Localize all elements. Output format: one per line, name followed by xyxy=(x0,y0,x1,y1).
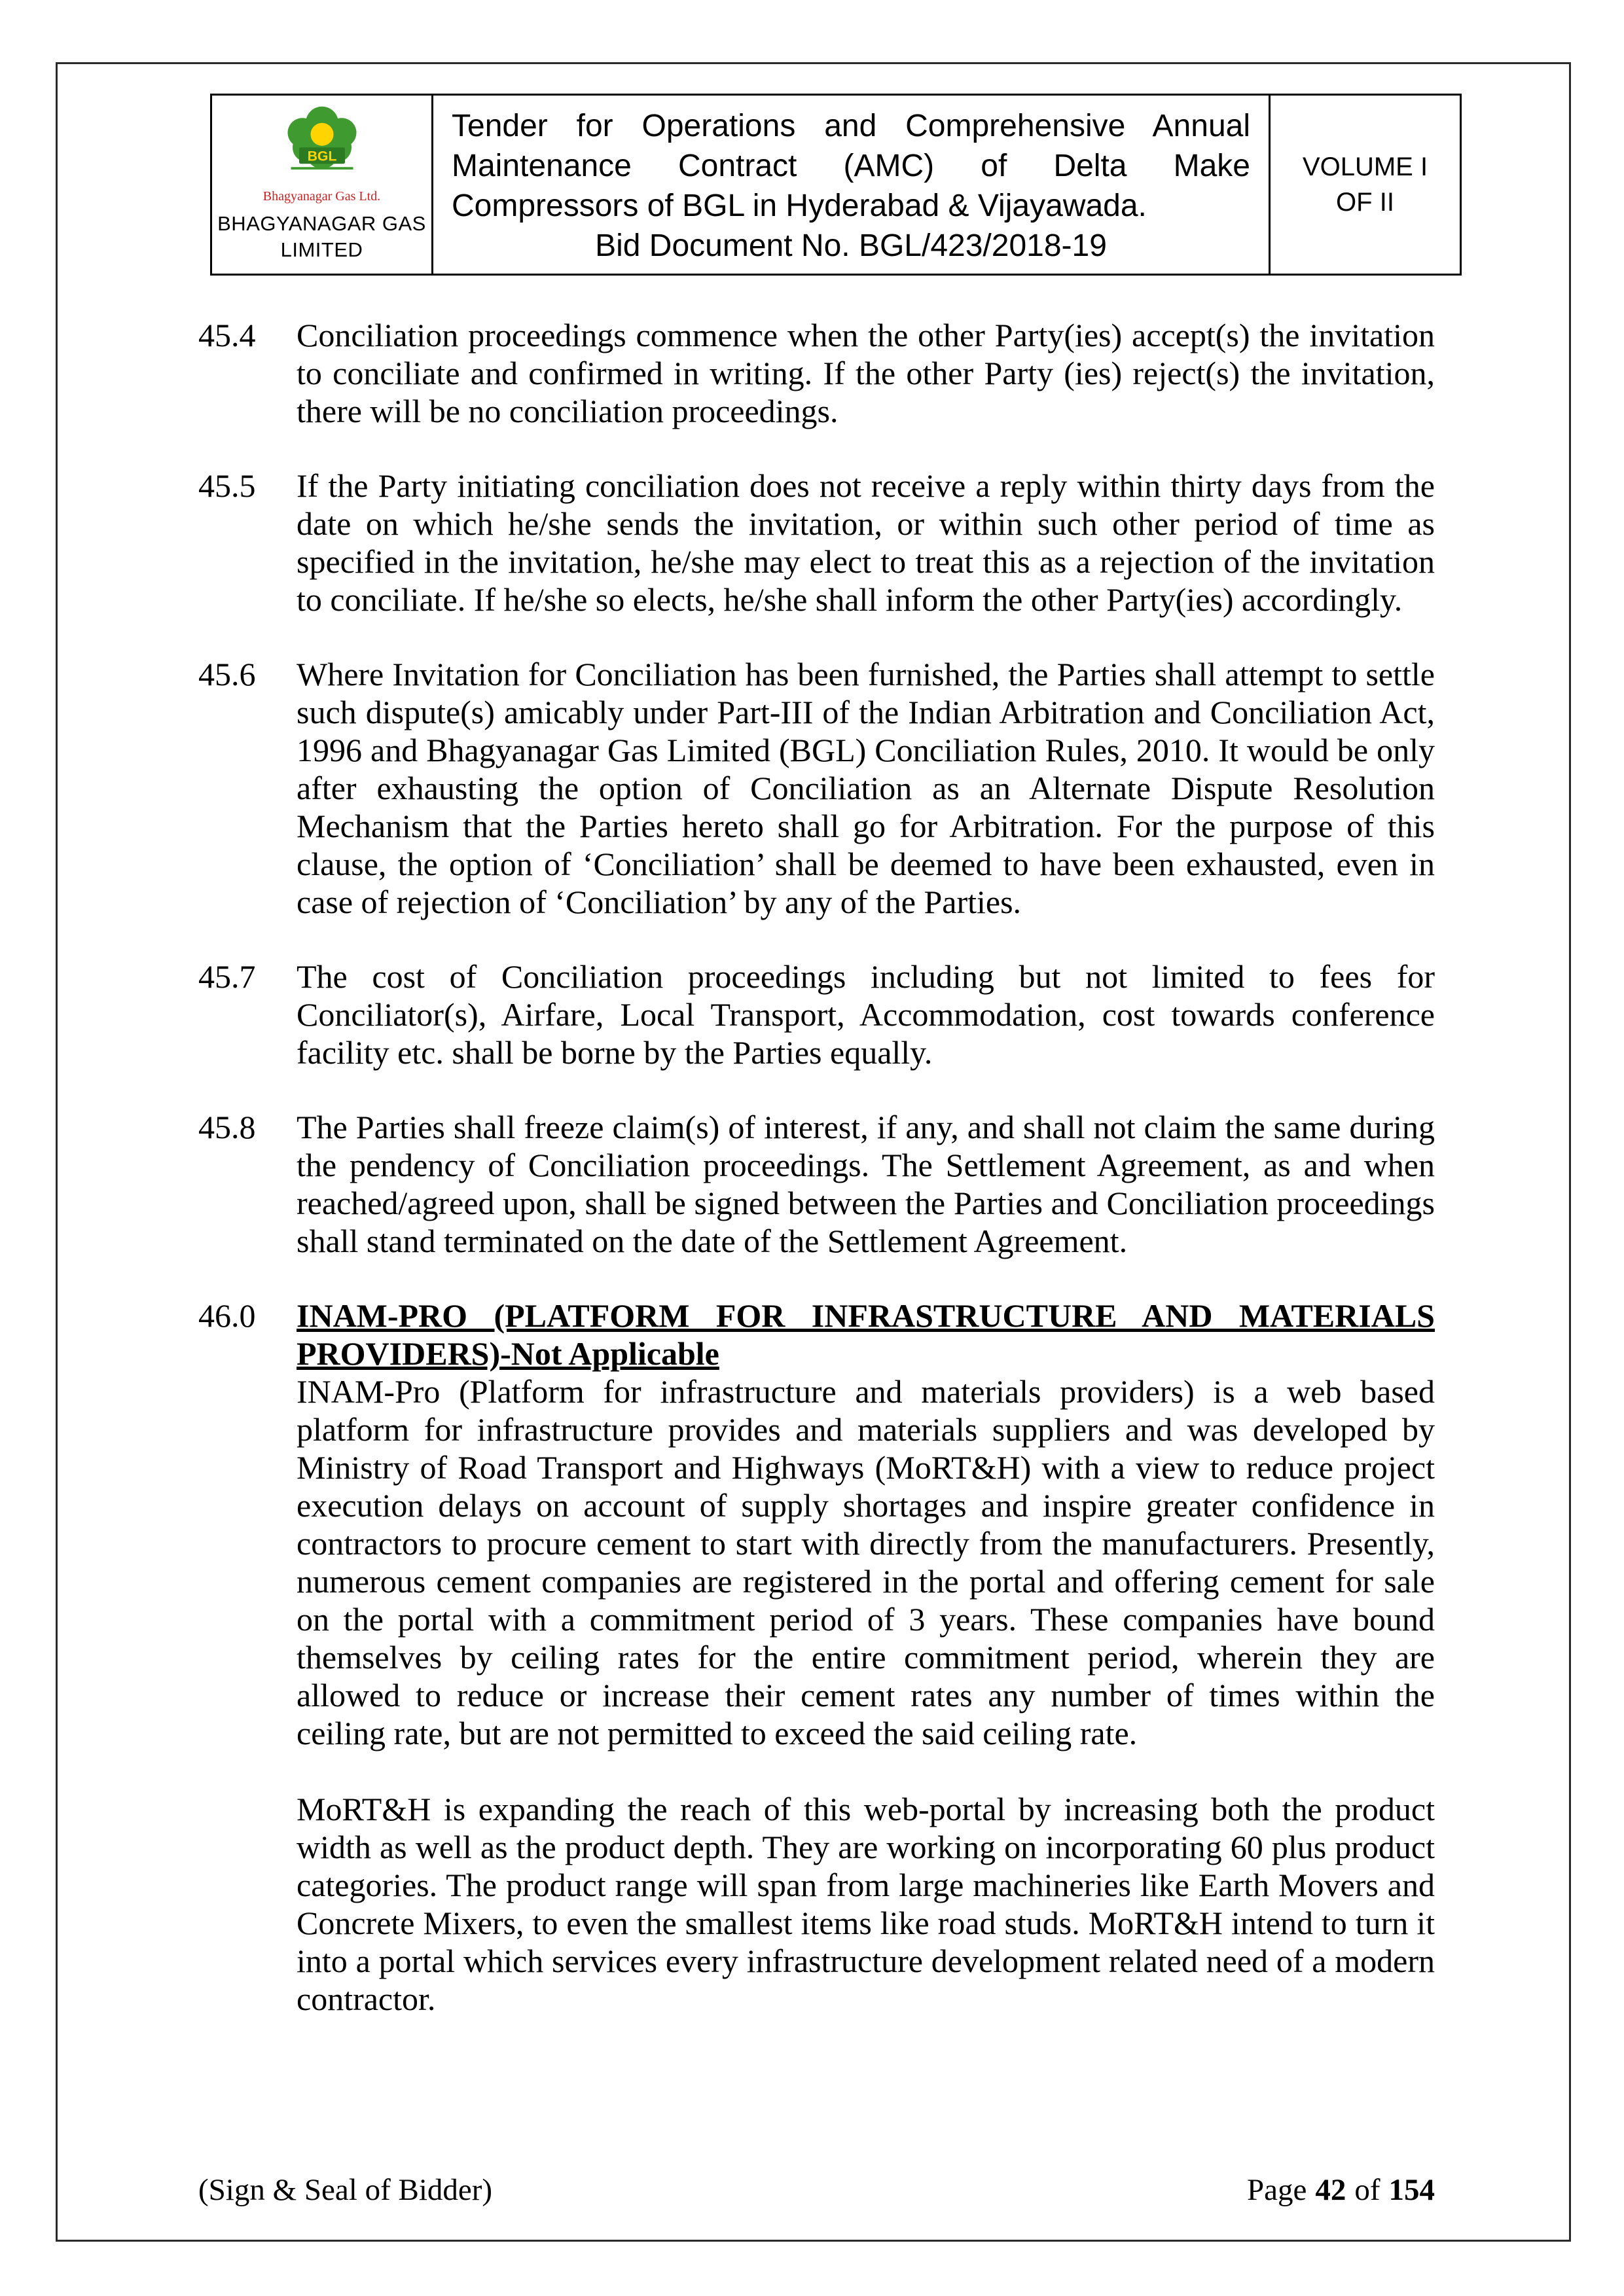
page-number xyxy=(1247,2172,1435,2208)
clause-heading-line1: INAM-PRO (PLATFORM FOR INFRASTRUCTURE AND MATERIALS xyxy=(297,1297,1435,1334)
volume-line2: OF II xyxy=(1336,188,1394,217)
logo-cell xyxy=(212,96,433,274)
volume-cell xyxy=(1269,96,1460,274)
clause-text: Conciliation proceedings commence when the other Party(ies) accept(s) the invitation to conciliate and confirmed in writing. If the other Party (ies) reject(s) the invitation, there will be no conciliation proceedings. xyxy=(297,317,1435,429)
document-title-line1: Tender for Operations and Comprehensive Annual xyxy=(452,109,1250,143)
clause-number: 45.4 xyxy=(198,317,256,353)
clause-45-7 xyxy=(198,958,1435,1071)
clause-number: 45.8 xyxy=(198,1109,256,1145)
clause-text: Where Invitation for Conciliation has been furnished, the Parties shall attempt to settle such dispute(s) amicably under Part-III of the Indian Arbitration and Conciliation Act, 1996 and Bhagyanagar Gas Limited (BGL) Conciliation Rules, 2010. It would be only after exhausting the option of Conciliation as an Alternate Dispute Resolution Mechanism that the Parties hereto shall go for Arbitration. For the purpose of this clause, the option of ‘Conciliation’ shall be deemed to have been exhausted, even in case of rejection of ‘Conciliation’ by any of the Parties. xyxy=(297,656,1435,920)
clause-45-6 xyxy=(198,655,1435,921)
document-title-line3: Compressors of BGL in Hyderabad & Vijayawada. xyxy=(452,188,1147,223)
document-header xyxy=(210,94,1462,276)
sign-seal-note: (Sign & Seal of Bidder) xyxy=(198,2173,493,2207)
logo-acronym: BGL xyxy=(307,148,336,164)
clause-45-4 xyxy=(198,316,1435,430)
clause-text: The Parties shall freeze claim(s) of interest, if any, and shall not claim the same during the pendency of Conciliation proceedings. The Settlement Agreement, as and when reached/agreed upon, shall be signed between the Parties and Conciliation proceedings shall stand terminated on the date of the Settlement Agreement. xyxy=(297,1109,1435,1259)
bid-document-number: Bid Document No. BGL/423/2018-19 xyxy=(595,228,1107,263)
bgl-logo-icon xyxy=(273,105,371,188)
document-title-line2: Maintenance Contract (AMC) of Delta Make xyxy=(452,149,1250,183)
page-total: 154 xyxy=(1388,2173,1435,2207)
page-footer xyxy=(198,2172,1435,2208)
clause-paragraph-2: MoRT&H is expanding the reach of this web-portal by increasing both the product width as well as the product depth. They are working on incorporating 60 plus product categories. The product range will span from large machineries like Earth Movers and Concrete Mixers, to even the smallest items like road studs. MoRT&H intend to turn it into a portal which services every infrastructure development related need of a modern contractor. xyxy=(297,1791,1435,2017)
clause-45-8 xyxy=(198,1108,1435,1260)
page-current: 42 xyxy=(1315,2173,1346,2207)
clause-46-0 xyxy=(198,1297,1435,2018)
document-title-cell xyxy=(433,96,1269,274)
clause-text: If the Party initiating conciliation does not receive a reply within thirty days from the date on which he/she sends the invitation, or within such other period of time as specified in the invitation, he/she may elect to treat this as a rejection of the invitation to conciliate. If he/she so elects, he/she shall inform the other Party(ies) accordingly. xyxy=(297,467,1435,618)
page-border xyxy=(56,62,1571,2242)
clause-number: 45.5 xyxy=(198,467,256,504)
volume-line1: VOLUME I xyxy=(1302,152,1428,181)
org-name: BHAGYANAGAR GAS LIMITED xyxy=(217,212,426,261)
clause-heading xyxy=(297,1297,1435,1372)
of-label: of xyxy=(1354,2173,1380,2207)
logo-caption: Bhagyanagar Gas Ltd. xyxy=(262,189,381,204)
clause-paragraph-1: INAM-Pro (Platform for infrastructure and materials providers) is a web based platform for infrastructure provides and materials suppliers and was developed by Ministry of Road Transport and Highways (MoRT&H) with a view to reduce project execution delays on account of supply shortages and inspire greater confidence in contractors to procure cement to start with directly from the manufacturers. Presently, numerous cement companies are registered in the portal and offering cement for sale on the portal with a commitment period of 3 years. These companies have bound themselves by ceiling rates for the entire commitment period, wherein they are allowed to reduce or increase their cement rates any number of times within the ceiling rate, but are not permitted to exceed the said ceiling rate. xyxy=(297,1373,1435,1751)
clause-number: 45.6 xyxy=(198,656,256,692)
clause-number: 45.7 xyxy=(198,958,256,995)
page-label: Page xyxy=(1246,2173,1307,2207)
document-body xyxy=(198,316,1435,2018)
clause-45-5 xyxy=(198,467,1435,619)
clause-heading-line2: PROVIDERS)-Not Applicable xyxy=(297,1335,719,1372)
clause-text: The cost of Conciliation proceedings including but not limited to fees for Conciliator(s), Airfare, Local Transport, Accommodation, cost towards conference facility etc. shall be borne by the Parties equally. xyxy=(297,958,1435,1071)
clause-number: 46.0 xyxy=(198,1297,256,1334)
